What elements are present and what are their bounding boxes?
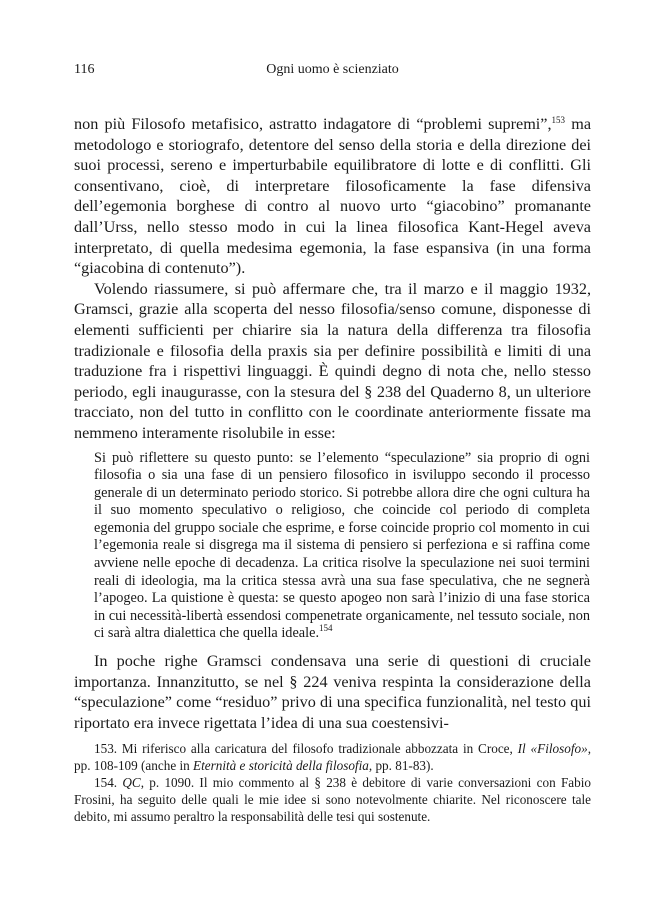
footnotes (74, 740, 591, 825)
footnote-153-text-3: , pp. 81-83). (368, 758, 434, 773)
paragraph-1-start: non più Filosofo metafisico, astratto indagatore di “problemi supremi”, (74, 115, 552, 133)
footnote-154-abbrev: QC (122, 775, 141, 790)
paragraph-3: In poche righe Gramsci condensava una serie di questioni di cruciale importanza. Innanzitutto, se nel § 224 veniva respinta la considerazione della “speculazione” come “residuo” privo di una specifica funzionalità, nel testo qui riportato era invece rigettata l’idea di una sua coestensivi- (74, 652, 591, 732)
footnote-153-text-2: , pp. 108-109 (anche in (74, 741, 591, 773)
footnote-154-text: , p. 1090. Il mio commento al § 238 è debitore di varie conversazioni con Fabio Frosini, ha seguito delle quali le mie idee si sono notevolmente chiarite. Nel riconoscere tale debito, mi assumo peraltro la responsabilità delle tesi qui sostenute. (74, 775, 592, 824)
main-text (74, 114, 591, 733)
footnote-153-title-2: Eternità e storicità della filosofia (193, 758, 369, 773)
footnote-154-number: 154. (94, 775, 123, 790)
paragraph-1-rest: ma metodologo e storiografo, detentore del senso della storia e della direzione dei suoi processi, sereno e imperturbabile equilibratore di lotte e di conflitti. Gli consentivano, cioè, di interpretare filosoficamente la fase difensiva dell’egemonia borghese di contro al nuovo urto “giacobino” promanante dall’Urss, nello stesso modo in cui la linea filosofica Kant-Hegel aveva interpretato, di quella medesima egemonia, la fase espansiva (in una forma “giacobina di contenuto”). (74, 115, 592, 278)
paragraph-2: Volendo riassumere, si può affermare che, tra il marzo e il maggio 1932, Gramsci, grazie alla scoperta del nesso filosofia/senso comune, disponesse di elementi sufficienti per chiarire sia la natura della differenza tra filosofia tradizionale e filosofia della praxis sia per definire possibilità e limiti di una traduzione fra i rispettivi linguaggi. È quindi degno di nota che, nello stesso periodo, egli inaugurasse, con la stesura del § 238 del Quaderno 8, un ulteriore tracciato, non del tutto in conflitto con le coordinate anteriormente fissate ma nemmeno interamente risolubile in esse: (74, 279, 591, 442)
footnote-ref-154: 154 (319, 623, 333, 634)
footnote-ref-153: 153 (551, 115, 566, 125)
block-quote-text: Si può riflettere su questo punto: se l’elemento “speculazione” sia proprio di ogni filosofia o sia una fase di un pensiero filosofico in isviluppo secondo il processo generale di un determinato periodo storico. Si potrebbe allora dire che ogni cultura ha il suo momento speculativo o religioso, che coincide col periodo di completa egemonia del gruppo sociale che esprime, e forse coincide proprio col momento in cui l’egemonia reale si disgrega ma il sistema di pensiero si perfeziona e si raffina come avviene nelle epoche di decadenza. La critica risolve la speculazione nei suoi termini reali di ideologia, ma la critica stessa avrà una sua fase speculativa, che ne segnerà l’apogeo. La quistione è questa: se questo apogeo non sarà l’inizio di una fase storica in cui necessità-libertà essendosi compenetrate organicamente, nel tessuto sociale, non ci sarà altra dialettica che quella ideale. (94, 449, 590, 642)
page-number: 116 (74, 62, 95, 77)
block-quote (94, 450, 590, 644)
footnote-153-text: 153. Mi riferisco alla caricatura del filosofo tradizionale abbozzata in Croce, (94, 741, 518, 756)
footnote-153 (74, 740, 591, 774)
running-title: Ogni uomo è scienziato (266, 62, 399, 77)
footnote-153-title: Il «Filosofo» (517, 741, 588, 756)
paragraph-1 (74, 114, 591, 279)
footnote-154 (74, 774, 591, 825)
